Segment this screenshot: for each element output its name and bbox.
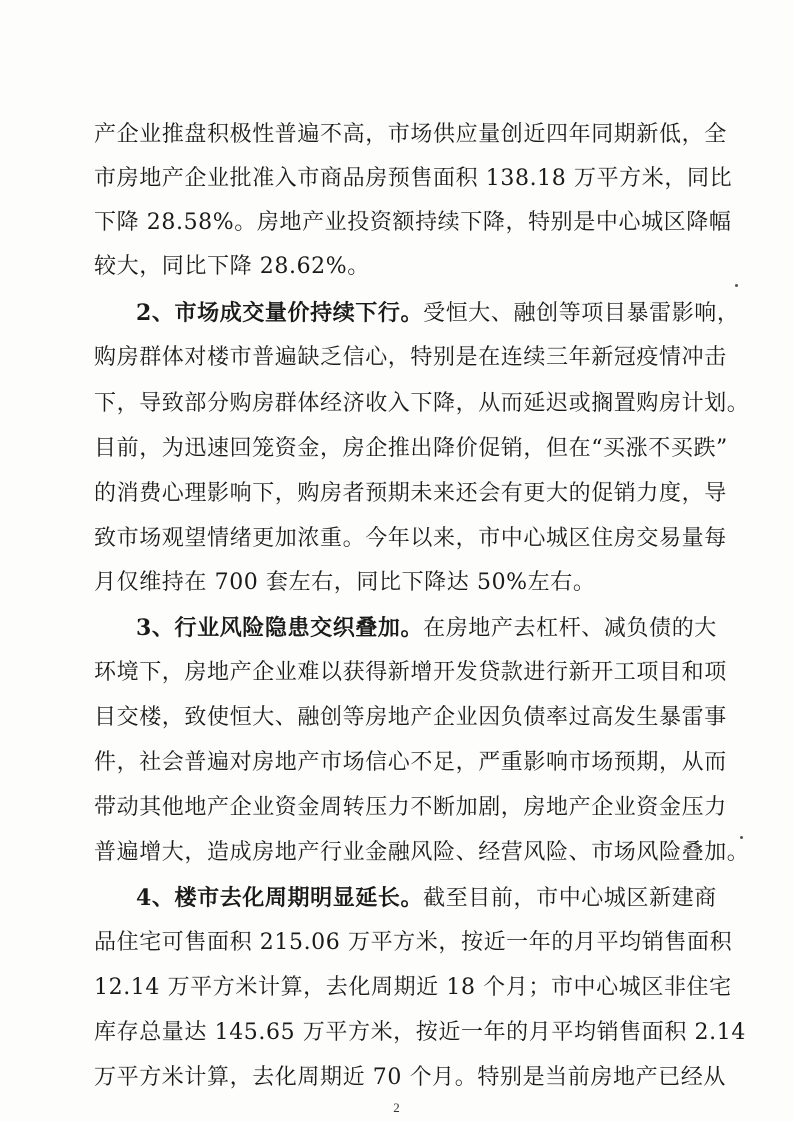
text-run: 受恒大、融创等项目暴雷影响， — [423, 301, 740, 326]
text-line: 目前，为迅速回笼资金，房企推出降价促销，但在“买涨不买跌” — [94, 436, 728, 461]
text-line: 普遍增大，造成房地产行业金融风险、经营风险、市场风险叠加。 — [94, 840, 750, 865]
text-line: 件，社会普遍对房地产市场信心不足，严重影响市场预期，从而 — [94, 750, 727, 775]
text-line: 的消费心理影响下，购房者预期未来还会有更大的促销力度，导 — [94, 481, 727, 506]
section-heading: 2、市场成交量价持续下行。 — [136, 300, 424, 326]
text-line: 月仅维持在 700 套左右，同比下降达 50%左右。 — [94, 570, 596, 595]
text-line: 库存总量达 145.65 万平方米，按近一年的月平均销售面积 2.14 — [94, 1020, 746, 1045]
text-run: 截至目前，市中心城区新建商 — [423, 886, 717, 911]
text-line: 环境下，房地产企业难以获得新增开发贷款进行新开工项目和项 — [94, 660, 727, 685]
text-run: 在房地产去杠杆、减负债的大 — [423, 616, 717, 641]
page-number: 2 — [393, 1100, 400, 1115]
text-line: 万平方米计算，去化周期近 70 个月。特别是当前房地产已经从 — [94, 1065, 726, 1090]
scan-speck — [740, 836, 743, 839]
section-heading: 4、楼市去化周期明显延长。 — [136, 885, 424, 911]
paragraph-heading-line — [136, 298, 740, 328]
paragraph-heading-line — [136, 613, 717, 643]
text-line: 致市场观望情绪更加浓重。今年以来，市中心城区住房交易量每 — [94, 526, 727, 551]
text-line: 市房地产企业批准入市商品房预售面积 138.18 万平方米，同比 — [94, 166, 733, 191]
text-line: 购房群体对楼市普遍缺乏信心，特别是在连续三年新冠疫情冲击 — [94, 345, 727, 370]
text-line: 目交楼，致使恒大、融创等房地产企业因负债率过高发生暴雷事 — [94, 705, 727, 730]
text-line: 12.14 万平方米计算，去化周期近 18 个月；市中心城区非住宅 — [94, 975, 732, 1000]
text-line: 下降 28.58%。房地产业投资额持续下降，特别是中心城区降幅 — [94, 210, 732, 235]
text-line: 产企业推盘积极性普遍不高，市场供应量创近四年同期新低，全 — [94, 122, 727, 147]
paragraph-heading-line — [136, 883, 717, 913]
scan-speck — [735, 284, 738, 287]
text-line: 下，导致部分购房群体经济收入下降，从而延迟或搁置购房计划。 — [94, 391, 750, 416]
text-line: 较大，同比下降 28.62%。 — [94, 254, 370, 279]
section-heading: 3、行业风险隐患交织叠加。 — [136, 615, 424, 641]
text-line: 带动其他地产企业资金周转压力不断加剧，房地产企业资金压力 — [94, 795, 727, 820]
text-line: 品住宅可售面积 215.06 万平方米，按近一年的月平均销售面积 — [94, 930, 733, 955]
